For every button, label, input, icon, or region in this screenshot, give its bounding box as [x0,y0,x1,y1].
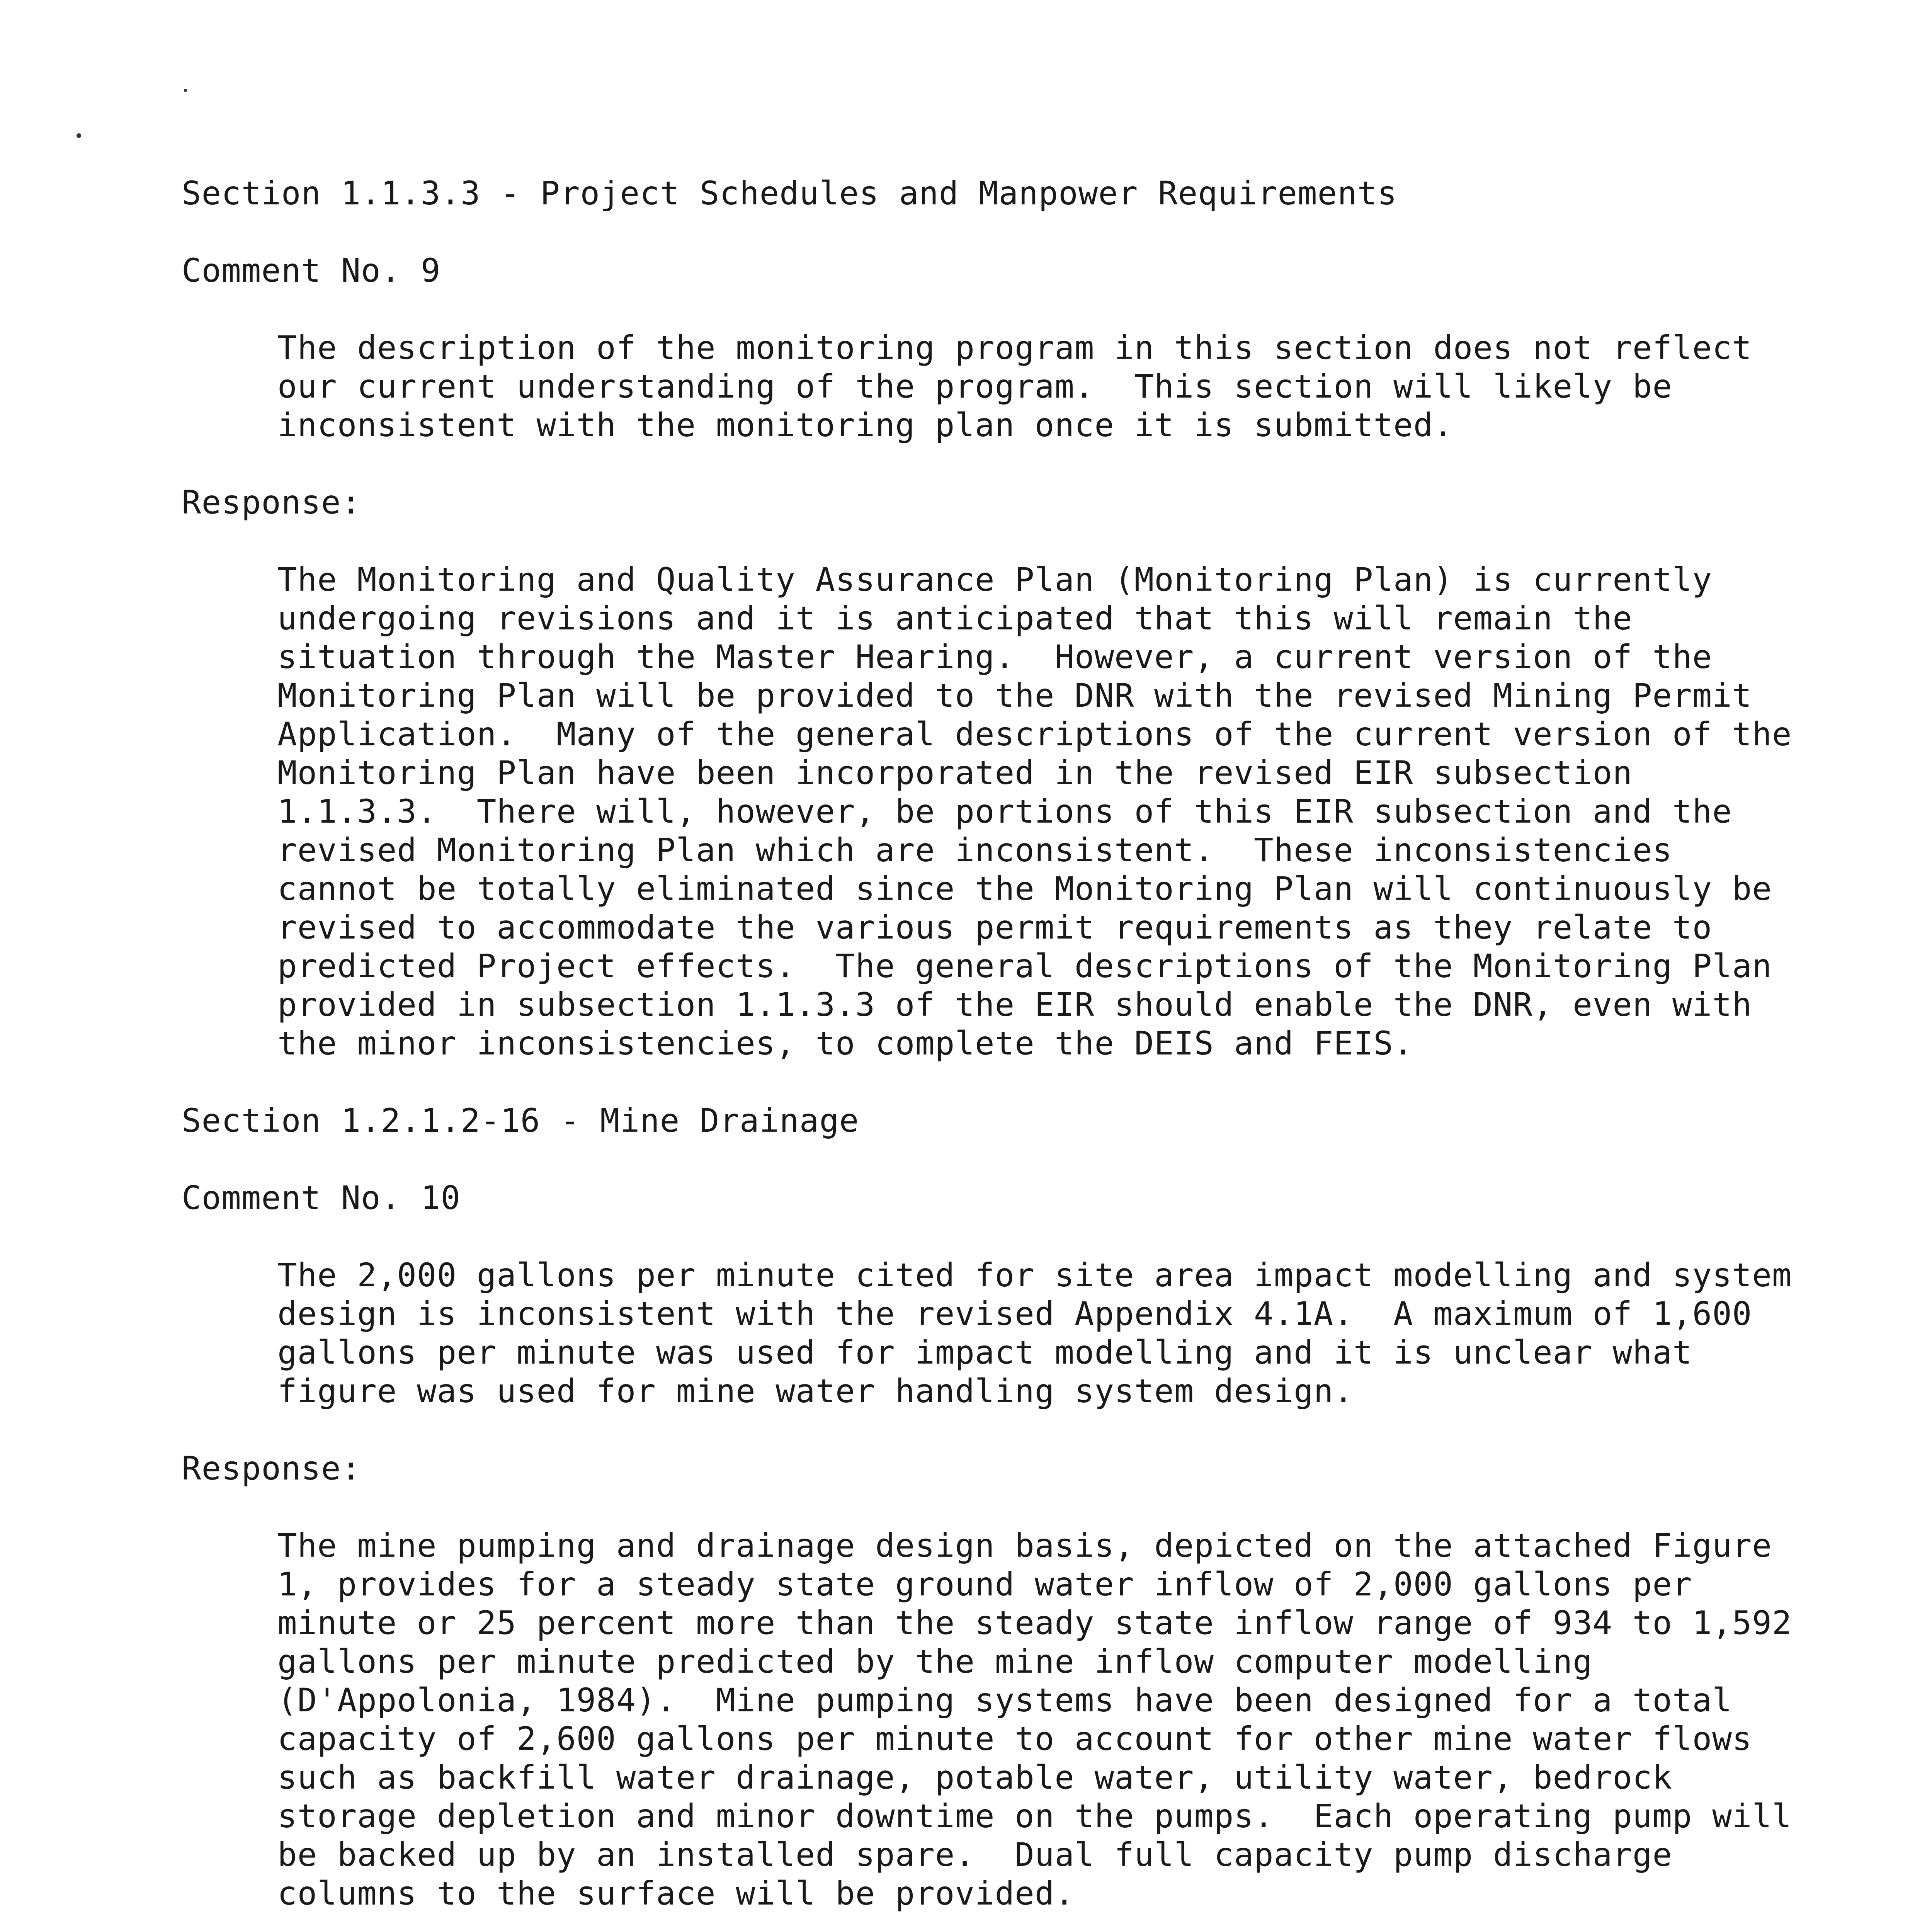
response-line: 1.1.3.3. There will, however, be portions of this EIR subsection and the [277,793,1732,830]
response-line: Application. Many of the general descriptions of the current version of the [277,715,1792,753]
comment-line: our current understanding of the program. This section will likely be [277,367,1673,405]
comment-line: inconsistent with the monitoring plan once it is submitted. [277,406,1453,444]
response-line: provided in subsection 1.1.3.3 of the EIR should enable the DNR, even with [277,986,1752,1024]
response-line: Monitoring Plan will be provided to the DNR with the revised Mining Permit [277,677,1752,714]
response-line: storage depletion and minor downtime on the pumps. Each operating pump will [277,1797,1792,1835]
response-line: 1, provides for a steady state ground water inflow of 2,000 gallons per [277,1565,1692,1603]
comment-line: gallons per minute was used for impact modelling and it is unclear what [277,1333,1692,1371]
response-line: Monitoring Plan have been incorporated in the revised EIR subsection [277,754,1633,792]
comment-line: design is inconsistent with the revised Appendix 4.1A. A maximum of 1,600 [277,1295,1752,1333]
response-line: gallons per minute predicted by the mine inflow computer modelling [277,1643,1593,1680]
response-line: cannot be totally eliminated since the Monitoring Plan will continuously be [277,870,1772,908]
scan-speck [184,89,187,92]
response-line: columns to the surface will be provided. [277,1874,1075,1912]
comment-line: The 2,000 gallons per minute cited for site area impact modelling and system [277,1256,1792,1294]
response-line: undergoing revisions and it is anticipated that this will remain the [277,599,1633,637]
response-label: Response: [182,1449,361,1487]
response-line: situation through the Master Hearing. However, a current version of the [277,638,1713,676]
comment-label: Comment No. 9 [182,252,441,289]
response-line: such as backfill water drainage, potable water, utility water, bedrock [277,1759,1673,1796]
response-line: capacity of 2,600 gallons per minute to account for other mine water flows [277,1720,1752,1758]
response-line: minute or 25 percent more than the steady state inflow range of 934 to 1,592 [277,1604,1792,1642]
response-label: Response: [182,483,361,521]
response-line: The Monitoring and Quality Assurance Plan (Monitoring Plan) is currently [277,561,1713,599]
response-line: predicted Project effects. The general descriptions of the Monitoring Plan [277,947,1772,985]
comment-line: The description of the monitoring program in this section does not reflect [277,329,1752,367]
response-line: be backed up by an installed spare. Dual full capacity pump discharge [277,1836,1673,1874]
response-line: the minor inconsistencies, to complete the DEIS and FEIS. [277,1024,1413,1062]
section-heading: Section 1.1.3.3 - Project Schedules and Manpower Requirements [182,174,1397,212]
comment-line: figure was used for mine water handling system design. [277,1372,1354,1410]
response-line: (D'Appolonia, 1984). Mine pumping systems have been designed for a total [277,1681,1732,1719]
response-line: revised to accommodate the various permit requirements as they relate to [277,908,1713,946]
scan-speck [77,133,81,138]
response-line: revised Monitoring Plan which are inconsistent. These inconsistencies [277,831,1673,869]
response-line: The mine pumping and drainage design basis, depicted on the attached Figure [277,1527,1772,1565]
comment-label: Comment No. 10 [182,1179,461,1217]
section-heading: Section 1.2.1.2-16 - Mine Drainage [182,1102,859,1139]
